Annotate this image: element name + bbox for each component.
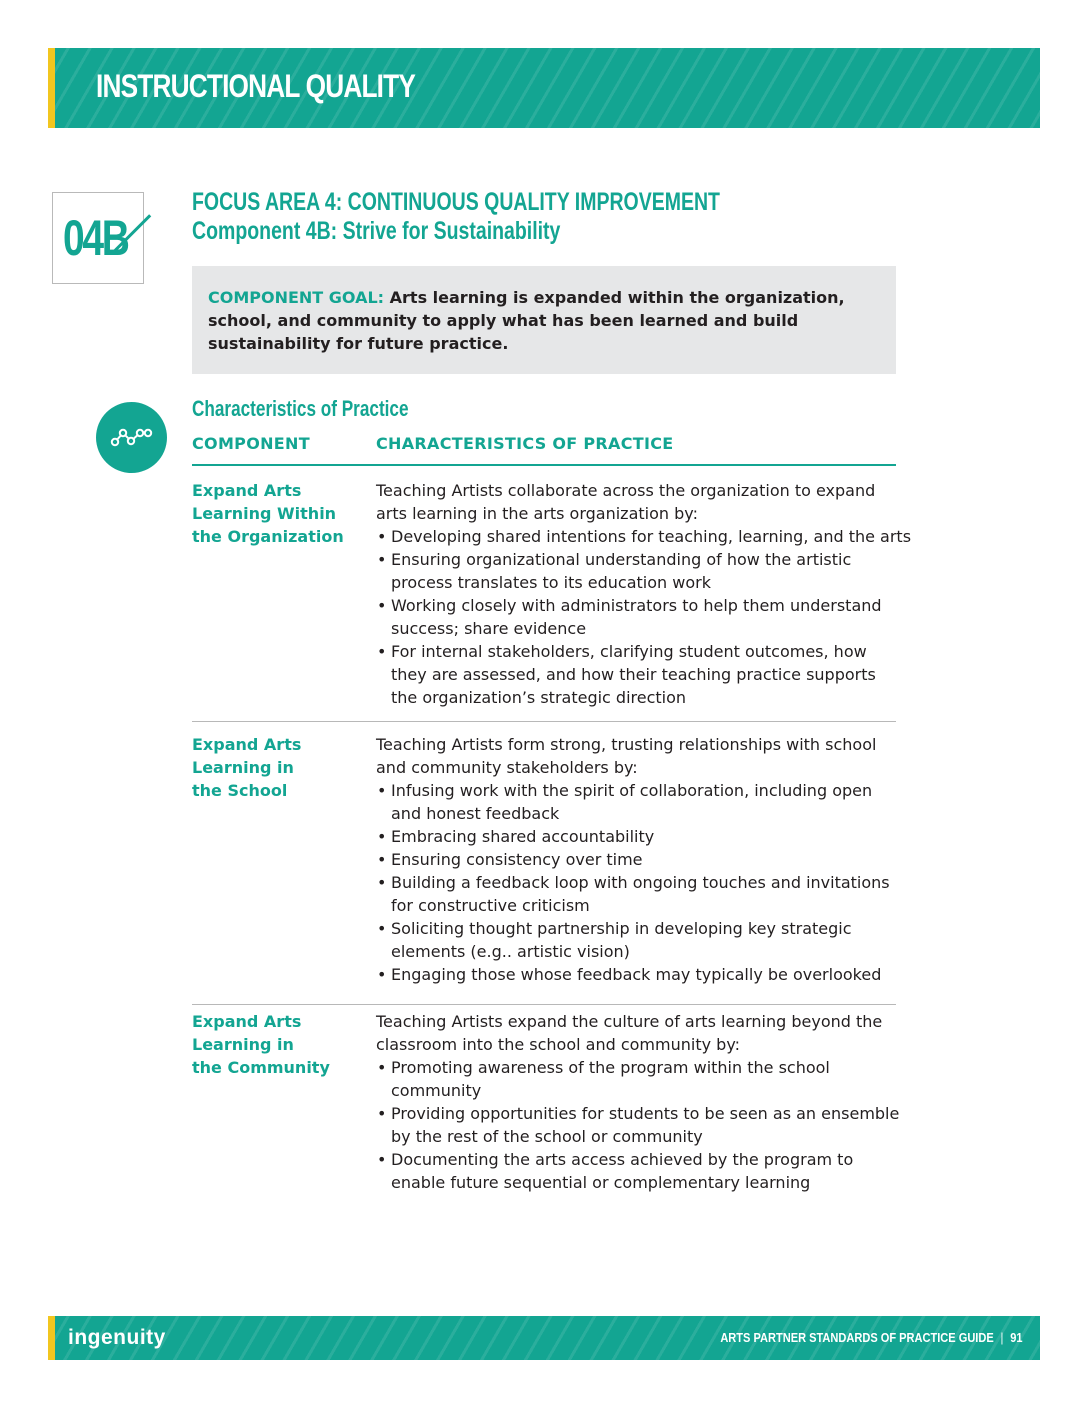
- header-divider: [192, 464, 896, 466]
- practice-bullet: [376, 917, 916, 963]
- component-name-line: the Community: [192, 1058, 330, 1077]
- practice-bullet: [376, 825, 916, 848]
- practice-bullet-line: • Ensuring consistency over time: [391, 850, 643, 869]
- practice-bullet-list: [376, 525, 916, 709]
- practice-bullet-line: • Engaging those whose feedback may typically be overlooked: [391, 965, 882, 984]
- practice-bullet-line: they are assessed, and how their teaching practice supports: [391, 665, 876, 684]
- practice-bullet-line: • Infusing work with the spirit of collaboration, including open: [391, 781, 873, 800]
- practice-bullet-line: • Providing opportunities for students to be seen as an ensemble: [391, 1104, 900, 1123]
- characteristics-heading-text: Characteristics of Practice: [192, 396, 409, 421]
- practice-bullet-line: for constructive criticism: [391, 896, 590, 915]
- practice-description: [376, 479, 916, 709]
- goal-text: Arts learning is expanded within the organization, school, and community to apply what has been learned and build sustainability for future practice.: [208, 288, 845, 353]
- practice-bullet-line: enable future sequential or complementary learning: [391, 1173, 811, 1192]
- practice-description: [376, 733, 916, 986]
- practice-bullet-line: • Embracing shared accountability: [391, 827, 655, 846]
- practice-bullet-line: and honest feedback: [391, 804, 560, 823]
- practice-bullet-line: • For internal stakeholders, clarifying student outcomes, how: [391, 642, 867, 661]
- practice-bullet-line: the organization’s strategic direction: [391, 688, 687, 707]
- practice-bullet: [376, 848, 916, 871]
- column-header-component: COMPONENT: [192, 434, 310, 453]
- practice-bullet: [376, 1102, 916, 1148]
- badge-code: 04B: [63, 210, 128, 266]
- component-name-line: the School: [192, 781, 288, 800]
- practice-bullet: [376, 525, 916, 548]
- practice-bullet-line: • Working closely with administrators to help them understand: [391, 596, 882, 615]
- practice-bullet-list: [376, 1056, 916, 1194]
- practice-bullet: [376, 548, 916, 594]
- practice-intro-line: Teaching Artists collaborate across the organization to expand: [376, 481, 876, 500]
- practice-bullet-line: • Building a feedback loop with ongoing touches and invitations: [391, 873, 890, 892]
- section-title: INSTRUCTIONAL QUALITY: [96, 68, 416, 104]
- practice-bullet: [376, 779, 916, 825]
- component-name-line: Learning Within: [192, 504, 337, 523]
- focus-area-title: [192, 188, 869, 217]
- characteristics-heading: [192, 396, 470, 422]
- practice-intro-line: Teaching Artists expand the culture of arts learning beyond the: [376, 1012, 883, 1031]
- component-badge: [52, 192, 144, 284]
- footer-accent-bar: [48, 1316, 55, 1360]
- component-name: [192, 479, 362, 548]
- practice-intro-line: Teaching Artists form strong, trusting relationships with school: [376, 735, 877, 754]
- practice-bullet-list: [376, 779, 916, 986]
- ingenuity-logo: ingenuity: [68, 1326, 166, 1349]
- column-header-practice: CHARACTERISTICS OF PRACTICE: [376, 434, 674, 453]
- footer-guide-info: [720, 1330, 1022, 1345]
- footer-separator: |: [1000, 1330, 1003, 1345]
- component-name-line: Learning in: [192, 1035, 294, 1054]
- row-divider: [192, 721, 896, 722]
- focus-area-title-text: FOCUS AREA 4: CONTINUOUS QUALITY IMPROVEMENT: [192, 188, 720, 216]
- practice-intro-line: and community stakeholders by:: [376, 758, 638, 777]
- practice-intro-line: arts learning in the arts organization by:: [376, 504, 698, 523]
- practice-bullet-line: • Soliciting thought partnership in developing key strategic: [391, 919, 852, 938]
- practice-bullet-line: elements (e.g.. artistic vision): [391, 942, 630, 961]
- component-name-line: Expand Arts: [192, 735, 302, 754]
- component-name-line: Learning in: [192, 758, 294, 777]
- header-banner: [48, 48, 1040, 128]
- component-goal-box: [192, 266, 896, 374]
- component-title-text: Component 4B: Strive for Sustainability: [192, 217, 561, 245]
- page-number: 91: [1009, 1330, 1022, 1345]
- practice-bullet-line: process translates to its education work: [391, 573, 711, 592]
- component-name-line: Expand Arts: [192, 481, 302, 500]
- component-name: [192, 733, 362, 802]
- practice-bullet: [376, 1148, 916, 1194]
- practice-description: [376, 1010, 916, 1194]
- practice-intro-line: classroom into the school and community by:: [376, 1035, 741, 1054]
- footer-banner: [48, 1316, 1040, 1360]
- practice-bullet-line: • Developing shared intentions for teaching, learning, and the arts: [391, 527, 912, 546]
- practice-bullet-line: success; share evidence: [391, 619, 587, 638]
- component-name-line: Expand Arts: [192, 1012, 302, 1031]
- practice-bullet: [376, 640, 916, 709]
- practice-bullet: [376, 1056, 916, 1102]
- practice-bullet-line: • Documenting the arts access achieved by the program to: [391, 1150, 854, 1169]
- goal-label: COMPONENT GOAL:: [208, 288, 385, 307]
- practice-bullet: [376, 963, 916, 986]
- practice-bullet: [376, 594, 916, 640]
- practice-bullet-line: • Promoting awareness of the program within the school community: [391, 1058, 830, 1100]
- practice-bullet: [376, 871, 916, 917]
- component-title: [192, 217, 664, 246]
- component-name-line: the Organization: [192, 527, 344, 546]
- row-divider: [192, 1004, 896, 1005]
- connected-dots-icon: [96, 402, 167, 473]
- practice-bullet-line: by the rest of the school or community: [391, 1127, 703, 1146]
- practice-bullet-line: • Ensuring organizational understanding of how the artistic: [391, 550, 852, 569]
- component-name: [192, 1010, 362, 1079]
- header-accent-bar: [48, 48, 55, 128]
- guide-title: ARTS PARTNER STANDARDS OF PRACTICE GUIDE: [719, 1330, 994, 1345]
